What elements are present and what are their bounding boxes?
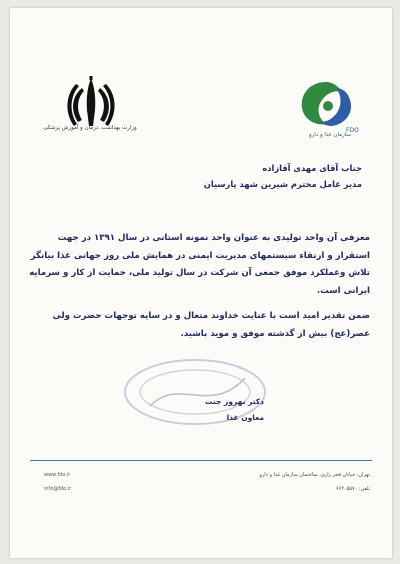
recipient-name: جناب آقای مهدی آقازاده [262, 163, 362, 173]
signature-block [205, 394, 264, 426]
footer-contact-block [44, 468, 144, 496]
signatory-title: معاون غذا [226, 413, 264, 422]
letter-sheet [10, 8, 392, 558]
recipient-title: مدیر عامل محترم شیرین شهد پارسیان [203, 179, 362, 189]
fdo-logo-icon [288, 74, 366, 134]
letter-body [26, 230, 370, 351]
logo-mark-text: FDO [346, 127, 359, 134]
footer-phone: تلفن: ۶۶۴۰۵۵۷۰ [335, 486, 370, 492]
salutation [42, 160, 362, 192]
footer-divider [30, 460, 372, 461]
body-paragraph-1: معرفی آن واحد تولیدی به عنوان واحد نمونه استانی در سال ۱۳۹۱ در جهت استقرار و ارتقاء سیستمهای مدیریت ایمنی در همایش ملی روز جهانی غذا بیانگر تلاش وعملکرد موفق جمعی آن شرکت در سال تولید ملی، حمایت از کار و سرمایه ایرانی است. [29, 233, 370, 296]
footer-email[interactable]: info@fdo.ir [44, 486, 72, 492]
ministry-text: وزارت بهداشت، درمان و آموزش پزشکی [43, 125, 137, 131]
footer-web[interactable]: www.fdo.ir [44, 472, 71, 478]
footer-address: تهران، خیابان فخر رازی، ساختمان سازمان غذا و دارو [259, 472, 370, 478]
signatory-name: دکتر بهروز جنت [205, 397, 264, 406]
logo-caption: سازمان غذا و دارو [308, 132, 352, 138]
body-paragraph-2: ضمن تقدیر امید است با عنایت خداوند متعال و در سایه توجهات حضرت ولی عصر(عج) بیش از گذشته موفق و موید باشید. [52, 311, 370, 339]
footer-address-block [160, 468, 370, 496]
